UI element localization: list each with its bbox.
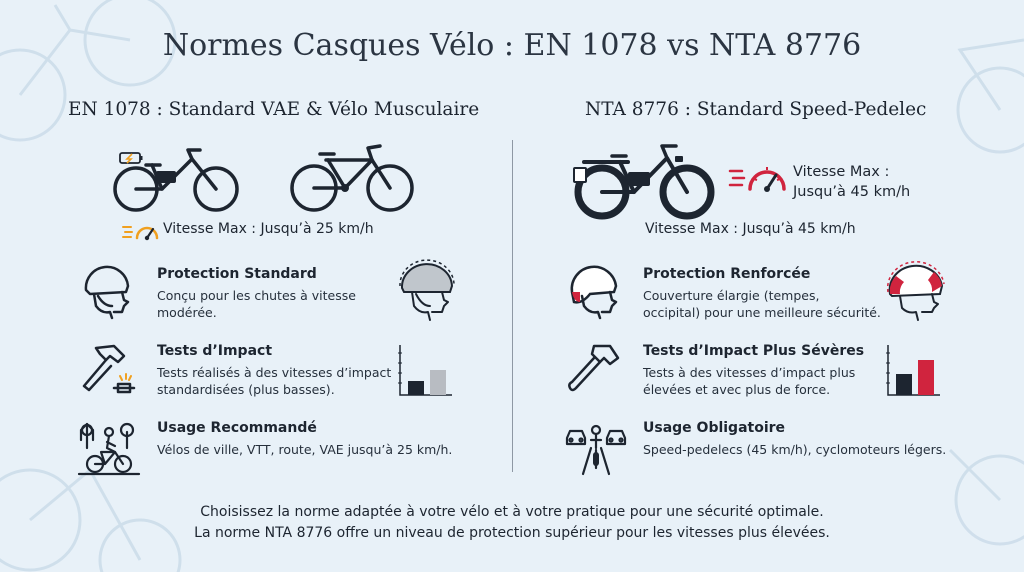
speed-pedelec-icon (572, 140, 717, 222)
footer-line-2: La norme NTA 8776 offre un niveau de protection supérieur pour les vitesses plus élevées. (194, 525, 830, 541)
hammer-icon (80, 342, 136, 396)
helmet-profile-icon (398, 262, 456, 322)
right-feature-2-desc: Tests à des vitesses d’impact plus élevées et avec plus de force. (643, 365, 856, 397)
right-impact-bar-high (918, 360, 934, 395)
right-speed-badge-line-2: Jusqu’à 45 km/h (793, 184, 911, 200)
page-title: Normes Casques Vélo : EN 1078 vs NTA 8776 (162, 28, 862, 63)
right-feature-1-desc: Couverture élargie (tempes, occipital) pour une meilleure sécurité. (643, 288, 881, 320)
right-feature-1-title: Protection Renforcée (643, 266, 811, 282)
right-impact-bar-chart (886, 343, 942, 397)
right-feature-2-title: Tests d’Impact Plus Sévères (643, 343, 865, 359)
city-cyclist-icon (79, 418, 139, 476)
hammer-icon (566, 342, 622, 396)
right-feature-3-desc: Speed-pedelecs (45 km/h), cyclomoteurs légers. (643, 442, 947, 457)
left-feature-1-desc: Conçu pour les chutes à vitesse modérée. (157, 288, 356, 320)
footer-line-1: Choisissez la norme adaptée à votre vélo et à votre pratique pour une sécurité optimale. (200, 504, 824, 520)
left-feature-2-title: Tests d’Impact (157, 343, 273, 359)
left-column-heading: EN 1078 : Standard VAE & Vélo Musculaire (68, 99, 480, 120)
left-feature-2-desc: Tests réalisés à des vitesses d’impact standardisées (plus basses). (157, 365, 392, 397)
road-cyclist-icon (565, 418, 627, 476)
right-column-heading: NTA 8776 : Standard Speed-Pedelec (585, 99, 927, 120)
ebike-icon (112, 145, 240, 215)
left-speed-label: Vitesse Max : Jusqu’à 25 km/h (163, 221, 374, 237)
column-divider (512, 140, 513, 472)
speedometer-icon (730, 157, 788, 195)
left-feature-1-title: Protection Standard (157, 266, 317, 282)
left-impact-bar-low (408, 381, 424, 395)
left-impact-bar-chart (398, 343, 454, 397)
right-feature-3-title: Usage Obligatoire (643, 420, 786, 436)
helmet-icon (82, 262, 132, 320)
left-feature-3-title: Usage Recommandé (157, 420, 317, 436)
reinforced-helmet-icon (568, 262, 620, 320)
right-impact-bar-low (896, 374, 912, 395)
bicycle-icon (290, 142, 415, 214)
reinforced-helmet-profile-icon (886, 262, 946, 322)
left-impact-bar-high (430, 370, 446, 395)
left-feature-3-desc: Vélos de ville, VTT, route, VAE jusqu’à 25 km/h. (157, 442, 453, 457)
right-speed-badge-line-1: Vitesse Max : (793, 164, 890, 180)
speedometer-icon (123, 218, 159, 242)
right-speed-label: Vitesse Max : Jusqu’à 45 km/h (645, 221, 856, 237)
